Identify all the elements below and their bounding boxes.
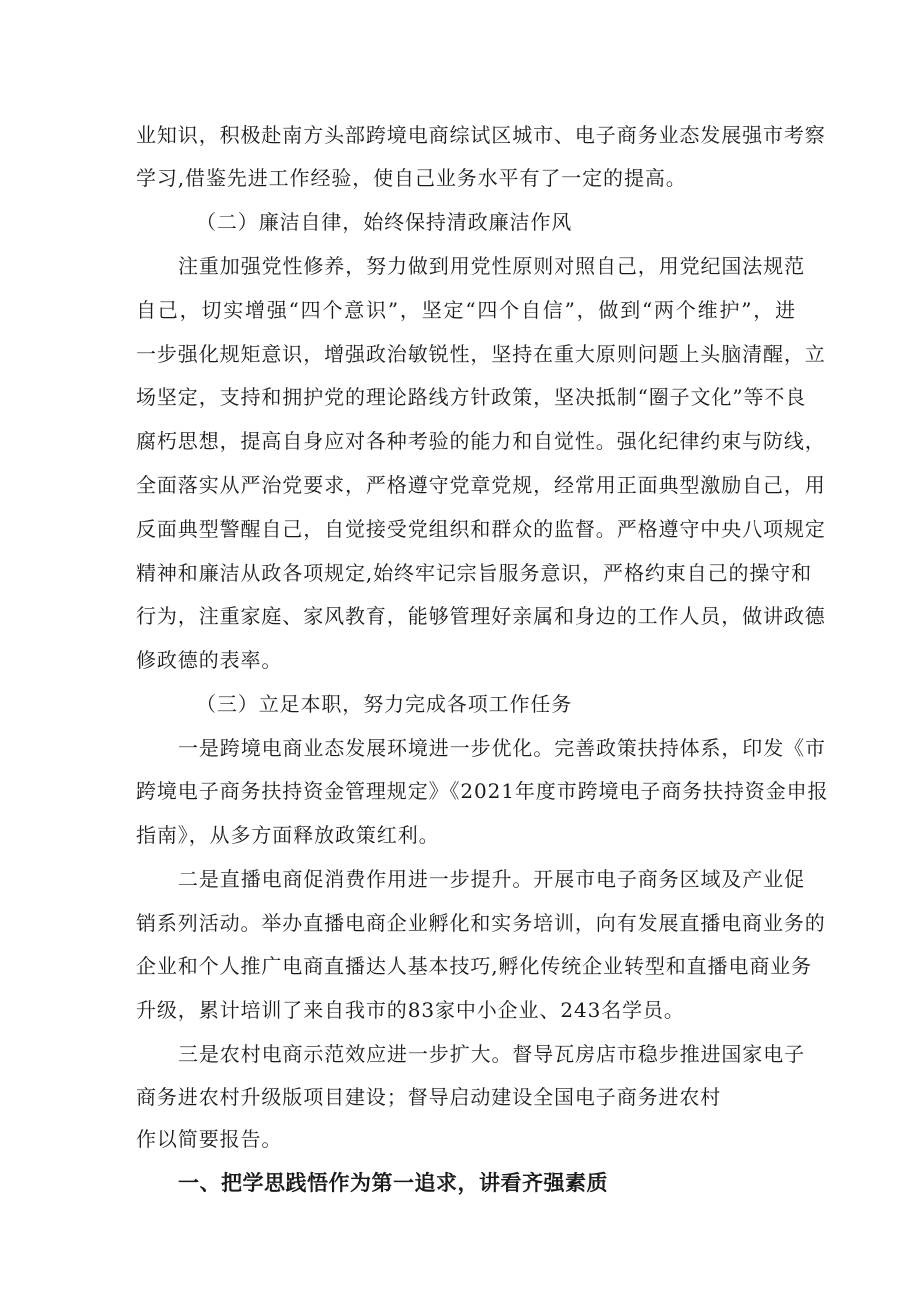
- body-text-line: 升级，累计培训了来自我市的83家中小企业、243名学员。: [136, 998, 685, 1022]
- body-text-line: 学习,借鉴先进工作经验，使自己业务水平有了一定的提高。: [136, 166, 687, 190]
- section-subheading: （二）廉洁自律，始终保持清政廉洁作风: [196, 210, 573, 234]
- body-text-line: 腐朽思想，提高自身应对各种考验的能力和自觉性。强化纪律约束与防线，: [136, 429, 826, 453]
- body-text-line: 一步强化规矩意识，增强政治敏锐性，坚持在重大原则问题上头脑清醒，立: [136, 342, 826, 366]
- body-text-line: 反面典型警醒自己，自觉接受党组织和群众的监督。严格遵守中央八项规定: [136, 517, 826, 541]
- body-text-line: 指南》，从多方面释放政策红利。: [136, 823, 440, 847]
- body-text-line: 修政德的表率。: [136, 648, 283, 672]
- body-text-line: 行为，注重家庭、家风教育，能够管理好亲属和身边的工作人员，做讲政德: [136, 604, 826, 628]
- body-text-line: 精神和廉洁从政各项规定,始终牢记宗旨服务意识，严格约束自己的操守和: [136, 561, 813, 585]
- body-text-line: 销系列活动。举办直播电商企业孵化和实务培训，向有发展直播电商业务的: [136, 911, 826, 935]
- body-text-line: 场坚定，支持和拥护党的理论路线方针政策，坚决抵制“圈子文化”等不良: [136, 385, 807, 409]
- body-text-line: 自己，切实增强“四个意识”，坚定“四个自信”，做到“两个维护”，进: [136, 298, 796, 322]
- body-text-line: 二是直播电商促消费作用进一步提升。开展市电子商务区域及产业促: [178, 867, 805, 891]
- body-text-line: 注重加强党性修养，努力做到用党性原则对照自己，用党纪国法规范: [178, 254, 805, 278]
- body-text-line: 作以简要报告。: [136, 1127, 283, 1151]
- body-text-line: 跨境电子商务扶持资金管理规定》《2021年度市跨境电子商务扶持资金申报: [136, 779, 829, 803]
- body-text-line: 企业和个人推广电商直播达人基本技巧,孵化传统企业转型和直播电商业务: [136, 954, 813, 978]
- body-text-line: 三是农村电商示范效应进一步扩大。督导瓦房店市稳步推进国家电子: [178, 1042, 805, 1066]
- section-heading: 一、把学思践悟作为第一追求，讲看齐强素质: [178, 1171, 608, 1195]
- body-text-line: 商务进农村升级版项目建设；督导启动建设全国电子商务进农村: [136, 1085, 722, 1109]
- body-text-line: 业知识，积极赴南方头部跨境电商综试区城市、电子商务业态发展强市考察: [136, 123, 826, 147]
- section-subheading: （三）立足本职，努力完成各项工作任务: [196, 692, 573, 716]
- body-text-line: 全面落实从严治党要求，严格遵守党章党规，经常用正面典型激励自己，用: [136, 473, 826, 497]
- body-text-line: 一是跨境电商业态发展环境进一步优化。完善政策扶持体系，印发《市: [178, 736, 826, 760]
